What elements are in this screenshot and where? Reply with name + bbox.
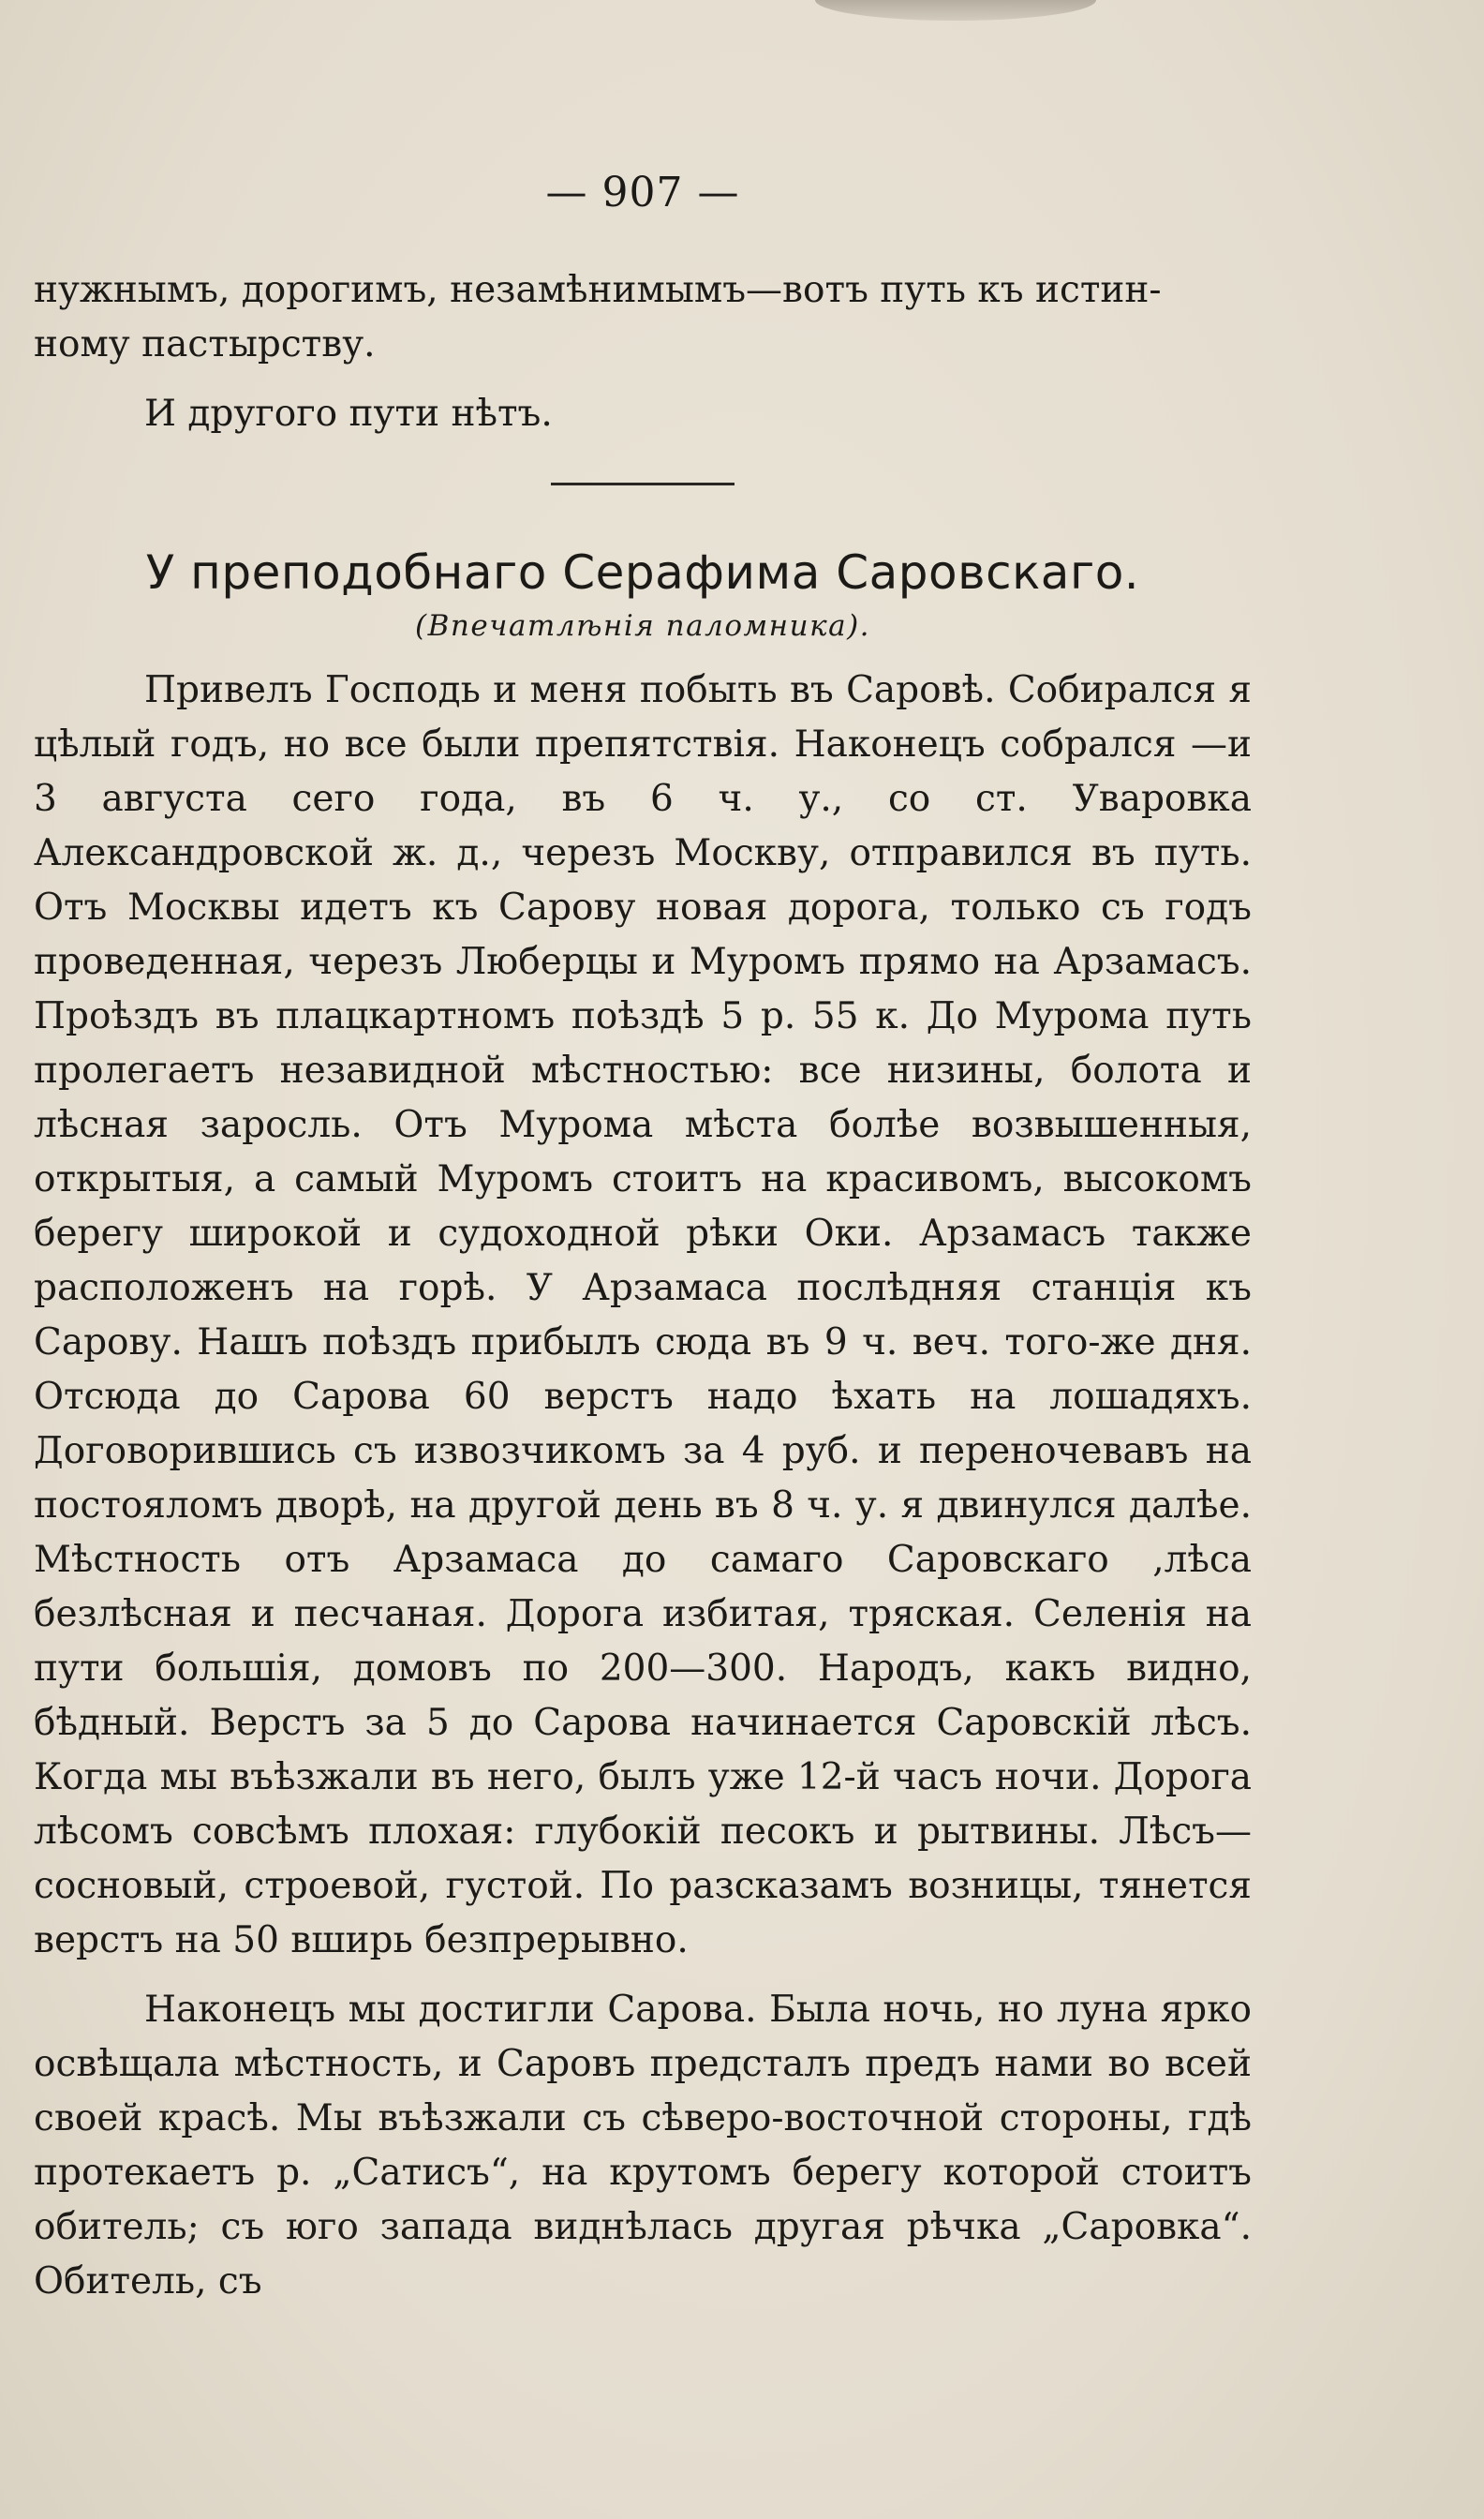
page-edge-shadow [815, 0, 1096, 21]
page-content [34, 169, 1252, 2309]
article-subtitle: (Впечатлѣнія паломника). [414, 609, 871, 643]
section-divider [551, 483, 735, 485]
spacer [34, 1968, 1252, 1983]
page-number: — 907 — [545, 169, 740, 216]
continuation-line-2: ному пастырству. [34, 323, 376, 365]
article-paragraph-2: Наконецъ мы достигли Сарова. Была ночь, но луна ярко освѣщала мѣстность, и Саровъ предсталъ предъ нами во всей своей красѣ. Мы въѣзжали съ сѣверо-восточной стороны, гдѣ протекаетъ р. „Сатисъ“, на крутомъ берегу которой стоитъ обитель; съ юго запада виднѣлась другая рѣчка „Саровка“. Обитель, съ [34, 1989, 1252, 2303]
spacer [34, 372, 1252, 387]
closing-paragraph: И другого пути нѣтъ. [144, 393, 553, 435]
continuation-text [34, 263, 1252, 372]
article-paragraph-1: Привелъ Господь и меня побыть въ Саровѣ. Собирался я цѣлый годъ, но все были препятствія. Наконецъ собрался —и 3 августа сего года, въ 6 ч. у., со ст. Уваровка Александровской ж. д., черезъ Москву, отправился въ путь. Отъ Москвы идетъ къ Сарову новая дорога, только съ годъ проведенная, черезъ Люберцы и Муромъ прямо на Арзамасъ. Проѣздъ въ плацкартномъ поѣздѣ 5 р. 55 к. До Мурома путь пролегаетъ незавидной мѣстностью: все низины, болота и лѣсная заросль. Отъ Мурома мѣста болѣе возвышенныя, открытыя, а самый Муромъ стоитъ на красивомъ, высокомъ берегу широкой и судоходной рѣки Оки. Арзамасъ также расположенъ на горѣ. У Арзамаса послѣдняя станція къ Сарову. Нашъ поѣздъ прибылъ сюда въ 9 ч. веч. того-же дня. Отсюда до Сарова 60 верстъ надо ѣхать на лошадяхъ. Договорившись съ извозчикомъ за 4 руб. и переночевавъ на постояломъ дворѣ, на другой день въ 8 ч. у. я двинулся далѣе. Мѣстность отъ Арзамаса до самаго Саровскаго ,лѣса безлѣсная и песчаная. Дорога избитая, тряская. Селенія на пути большія, домовъ по 200—300. Народъ, какъ видно, бѣдный. Верстъ за 5 до Сарова начинается Саровскій лѣсъ. Когда мы въѣзжали въ него, былъ уже 12-й часъ ночи. Дорога лѣсомъ совсѣмъ плохая: глубокій песокъ и рытвины. Лѣсъ—сосновый, строевой, густой. По разсказамъ возницы, тянется верстъ на 50 вширь безпрерывно. [34, 669, 1252, 1961]
continuation-line-1: нужнымъ, дорогимъ, незамѣнимымъ—вотъ путь къ истин- [34, 269, 1162, 311]
article-title: У преподобнаго Серафима Саровскаго. [145, 545, 1140, 600]
